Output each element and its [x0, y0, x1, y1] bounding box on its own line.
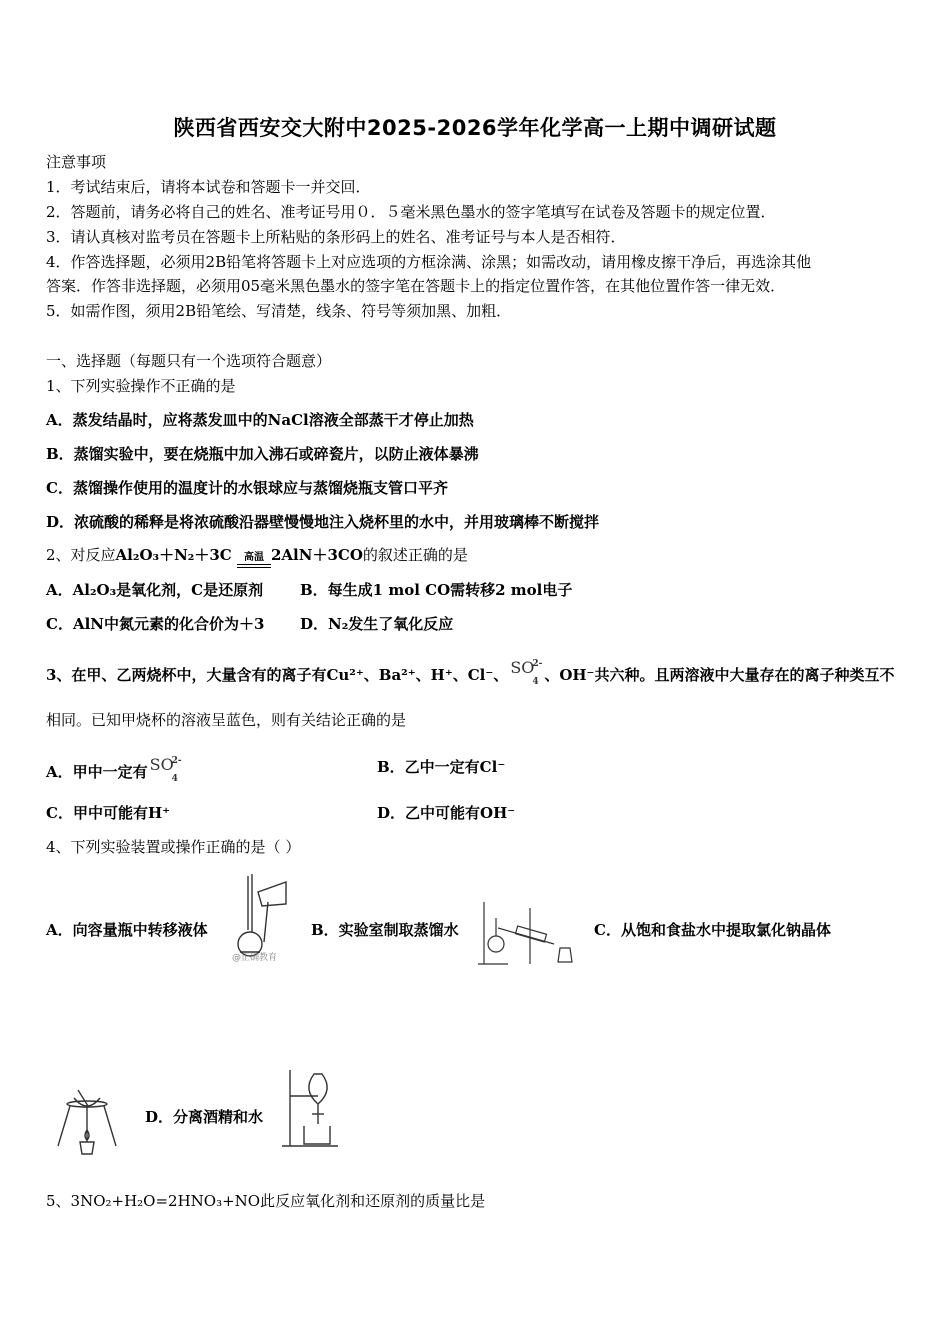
q1-option-a: A．蒸发结晶时，应将蒸发皿中的NaCl溶液全部蒸干才停止加热	[46, 411, 474, 429]
q3-option-d: D．乙中可能有OH⁻	[377, 804, 516, 822]
q4-option-d: D．分离酒精和水	[145, 1108, 264, 1126]
q5-stem: 5、3NO₂+H₂O=2HNO₃+NO此反应氧化剂和还原剂的质量比是	[46, 1192, 486, 1210]
watermark: @正确教育	[232, 953, 278, 963]
page-title: 陕西省西安交大附中2025-2026学年化学高一上期中调研试题	[173, 116, 777, 140]
q3-option-a: A．甲中一定有 SO 2- 4	[46, 755, 182, 784]
q2-formula-right: 2AlN＋3CO	[270, 546, 363, 564]
q1-option-d: D．浓硫酸的稀释是将浓硫酸沿器壁慢慢地注入烧杯里的水中，并用玻璃棒不断搅拌	[46, 513, 600, 531]
q2-formula-left: Al₂O₃＋N₂＋3C	[115, 546, 232, 564]
notice-item: 2．答题前，请务必将自己的姓名、准考证号用０．５毫米黑色墨水的签字笔填写在试卷及答题卡的规定位置．	[46, 203, 776, 221]
q2-option-b: B．每生成1 mol CO需转移2 mol电子	[300, 581, 573, 599]
q4-option-a: A．向容量瓶中转移液体	[46, 921, 208, 939]
q1-option-c: C．蒸馏操作使用的温度计的水银球应与蒸馏烧瓶支管口平齐	[46, 479, 448, 497]
q1-stem: 1、下列实验操作不正确的是	[46, 377, 236, 395]
q2-stem	[46, 545, 468, 568]
distillation-apparatus-figure	[474, 898, 580, 968]
q2-option-a: A．Al₂O₃是氧化剂，C是还原剂	[46, 581, 264, 599]
q3-stem-line2: 相同。已知甲烧杯的溶液呈蓝色，则有关结论正确的是	[46, 711, 407, 729]
q2-stem-post: 的叙述正确的是	[362, 546, 468, 564]
notice-item: 3．请认真核对监考员在答题卡上所粘贴的条形码上的姓名、准考证号与本人是否相符．	[46, 228, 626, 246]
notice-heading: 注意事项	[46, 153, 107, 171]
notice-item: 5．如需作图，须用2B铅笔绘、写清楚，线条、符号等须加黑、加粗．	[46, 302, 512, 320]
q3-option-c: C．甲中可能有H⁺	[46, 804, 171, 822]
q3-stem-post: 、OH⁻共六种。且两溶液中大量存在的离子种类互不	[544, 666, 895, 684]
separatory-funnel-figure	[278, 1066, 350, 1152]
q2-stem-pre: 2、对反应	[46, 546, 116, 564]
q2-option-d: D．N₂发生了氧化反应	[300, 615, 454, 633]
q4-stem: 4、下列实验装置或操作正确的是（ ）	[46, 838, 301, 856]
sulfate-ion: SO 2- 4	[510, 658, 543, 687]
q3-stem	[46, 660, 894, 685]
section-heading: 一、选择题（每题只有一个选项符合题意）	[46, 352, 332, 370]
q3-stem-pre: 3、在甲、乙两烧杯中，大量含有的离子有Cu²⁺、Ba²⁺、H⁺、Cl⁻、	[46, 666, 509, 684]
volumetric-flask-figure	[228, 872, 290, 964]
notice-item: 1．考试结束后，请将本试卷和答题卡一并交回．	[46, 178, 371, 196]
q4-option-c: C．从饱和食盐水中提取氯化钠晶体	[594, 921, 831, 939]
evaporation-apparatus-figure	[52, 1076, 122, 1162]
q3-option-b: B．乙中一定有Cl⁻	[377, 758, 506, 776]
q2-condition: 高温	[243, 552, 264, 563]
notice-item: 答案．作答非选择题，必须用05毫米黑色墨水的签字笔在答题卡上的指定位置作答，在其他位置作答一律无效．	[46, 277, 786, 295]
q1-option-b: B．蒸馏实验中，要在烧瓶中加入沸石或碎瓷片，以防止液体暴沸	[46, 445, 479, 463]
notice-item: 4．作答选择题，必须用2B铅笔将答题卡上对应选项的方框涂满、涂黑；如需改动，请用橡皮擦干净后，再选涂其他	[46, 253, 812, 271]
q2-option-c: C．AlN中氮元素的化合价为＋3	[46, 615, 265, 633]
sulfate-ion: SO 2- 4	[149, 755, 182, 784]
q2-condition-arrow	[237, 553, 271, 568]
q4-option-b: B．实验室制取蒸馏水	[311, 921, 459, 939]
